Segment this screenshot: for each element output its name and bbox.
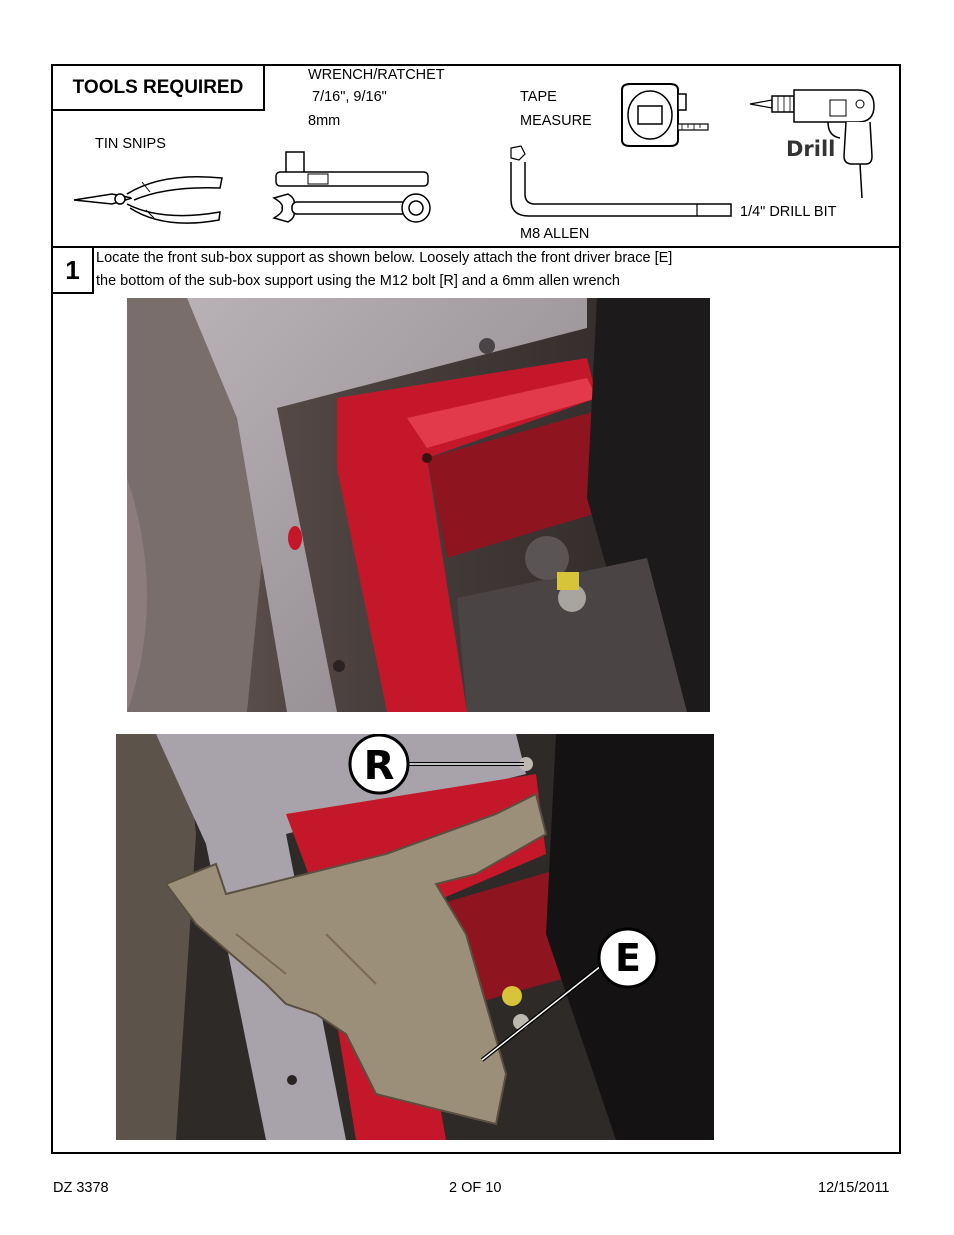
tape-label-line1: TAPE [520,89,557,105]
callout-e: E [615,936,641,980]
sub-box-support-photo [127,298,710,712]
footer-part-number: DZ 3378 [53,1180,109,1196]
allen-wrench-icon [505,142,735,222]
wrench-icon [270,150,440,230]
allen-label: M8 ALLEN [520,226,590,242]
drill-bit-label: 1/4" DRILL BIT [740,204,837,220]
footer-date: 12/15/2011 [818,1180,890,1196]
tools-required-heading: TOOLS REQUIRED [51,64,265,111]
wrench-label-line3: 8mm [308,113,341,129]
tape-measure-icon [618,80,713,150]
wrench-label-line1: WRENCH/RATCHET [308,67,445,83]
tape-label-line2: MEASURE [520,113,592,129]
step-instruction-line1: Locate the front sub-box support as shown below. Loosely attach the front driver brace [E] [96,250,673,266]
tin-snips-label: TIN SNIPS [95,136,166,152]
tin-snips-icon [72,170,227,230]
drill-icon-word: Drill [786,137,836,161]
step-number: 1 [51,246,94,294]
footer-page-number: 2 OF 10 [449,1180,502,1196]
callout-r: R [363,743,395,789]
wrench-label-line2: 7/16", 9/16" [312,89,387,105]
step-instruction-line2: the bottom of the sub-box support using the M12 bolt [R] and a 6mm allen wrench [96,273,620,289]
